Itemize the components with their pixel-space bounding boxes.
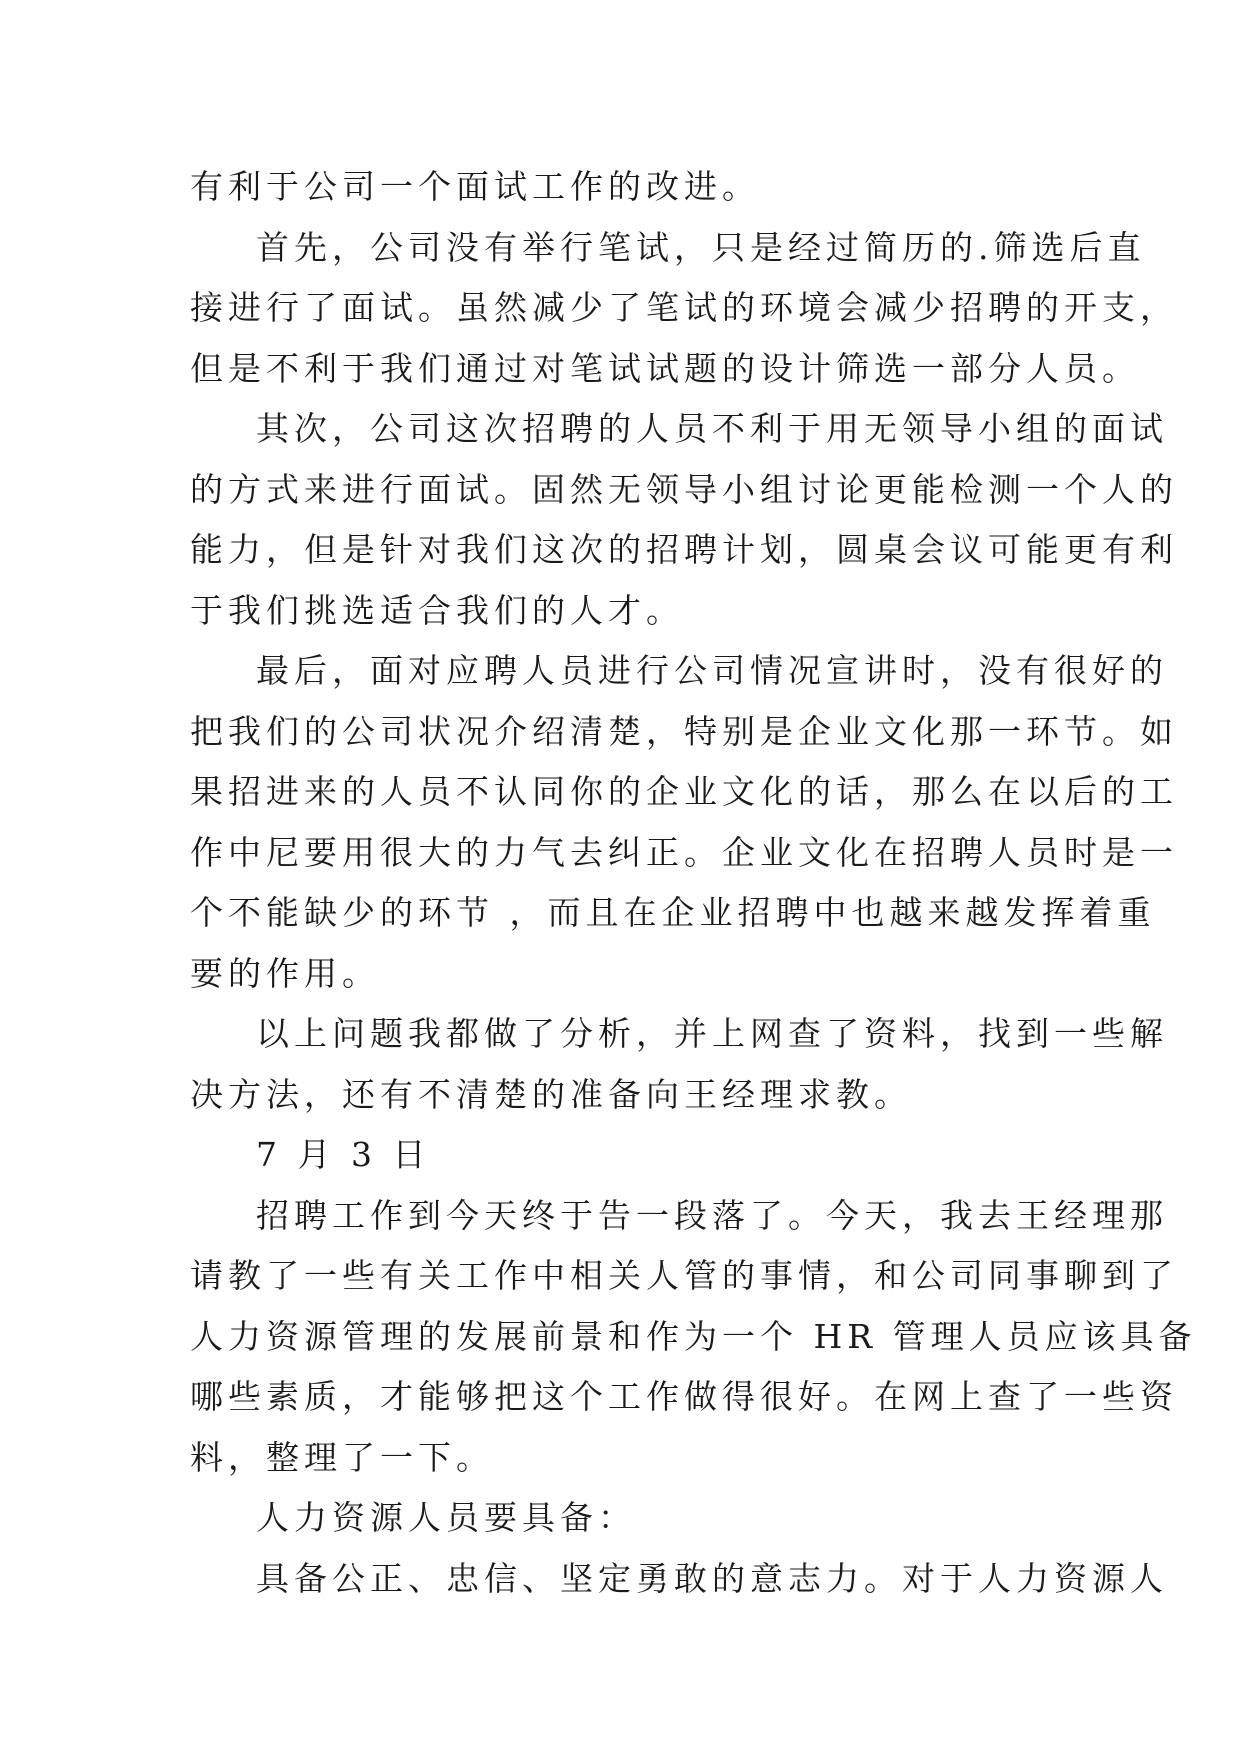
text-line: 于我们挑选适合我们的人才。 — [190, 590, 684, 630]
text-line: 招聘工作到今天终于告一段落了。今天，我去王经理那 — [256, 1195, 1168, 1235]
text-line: 果招进来的人员不认同你的企业文化的话，那么在以后的工 — [190, 772, 1178, 811]
text-line: 要的作用。 — [190, 953, 380, 993]
body-text — [190, 157, 1197, 1609]
text-line: 的方式来进行面试。固然无领导小组讨论更能检测一个人的 — [190, 469, 1178, 509]
text-line: 有利于公司一个面试工作的改进。 — [190, 167, 760, 206]
text-line: 以上问题我都做了分析，并上网查了资料，找到一些解 — [256, 1014, 1168, 1053]
text-line: 决方法，还有不清楚的准备向王经理求教。 — [190, 1074, 912, 1114]
text-line: 7 月 3 日 — [256, 1135, 431, 1174]
text-line: 料，整理了一下。 — [190, 1437, 494, 1477]
text-line: 人力资源人员要具备： — [256, 1498, 636, 1537]
text-line: 具备公正、忠信、坚定勇敢的意志力。对于人力资源人 — [256, 1558, 1168, 1598]
text-line: 人力资源管理的发展前景和作为一个 HR 管理人员应该具备 — [190, 1316, 1197, 1356]
text-line: 其次，公司这次招聘的人员不利于用无领导小组的面试 — [256, 409, 1168, 448]
text-line: 请教了一些有关工作中相关人管的事情，和公司同事聊到了 — [190, 1256, 1178, 1295]
text-line: 哪些素质，才能够把这个工作做得很好。在网上查了一些资 — [190, 1377, 1178, 1416]
text-line: 首先，公司没有举行笔试，只是经过简历的.筛选后直 — [256, 227, 1146, 267]
text-line: 最后，面对应聘人员进行公司情况宣讲时，没有很好的 — [256, 651, 1168, 690]
text-line: 作中尼要用很大的力气去纠正。企业文化在招聘人员时是一 — [190, 832, 1178, 872]
text-line: 能力，但是针对我们这次的招聘计划，圆桌会议可能更有利 — [190, 530, 1178, 569]
text-line: 但是不利于我们通过对笔试试题的设计筛选一部分人员。 — [190, 348, 1140, 388]
text-line: 接进行了面试。虽然减少了笔试的环境会减少招聘的开支， — [190, 288, 1178, 327]
text-line: 个不能缺少的环节 ，而且在企业招聘中也越来越发挥着重 — [190, 893, 1156, 932]
text-line: 把我们的公司状况介绍清楚，特别是企业文化那一环节。如 — [190, 711, 1178, 751]
